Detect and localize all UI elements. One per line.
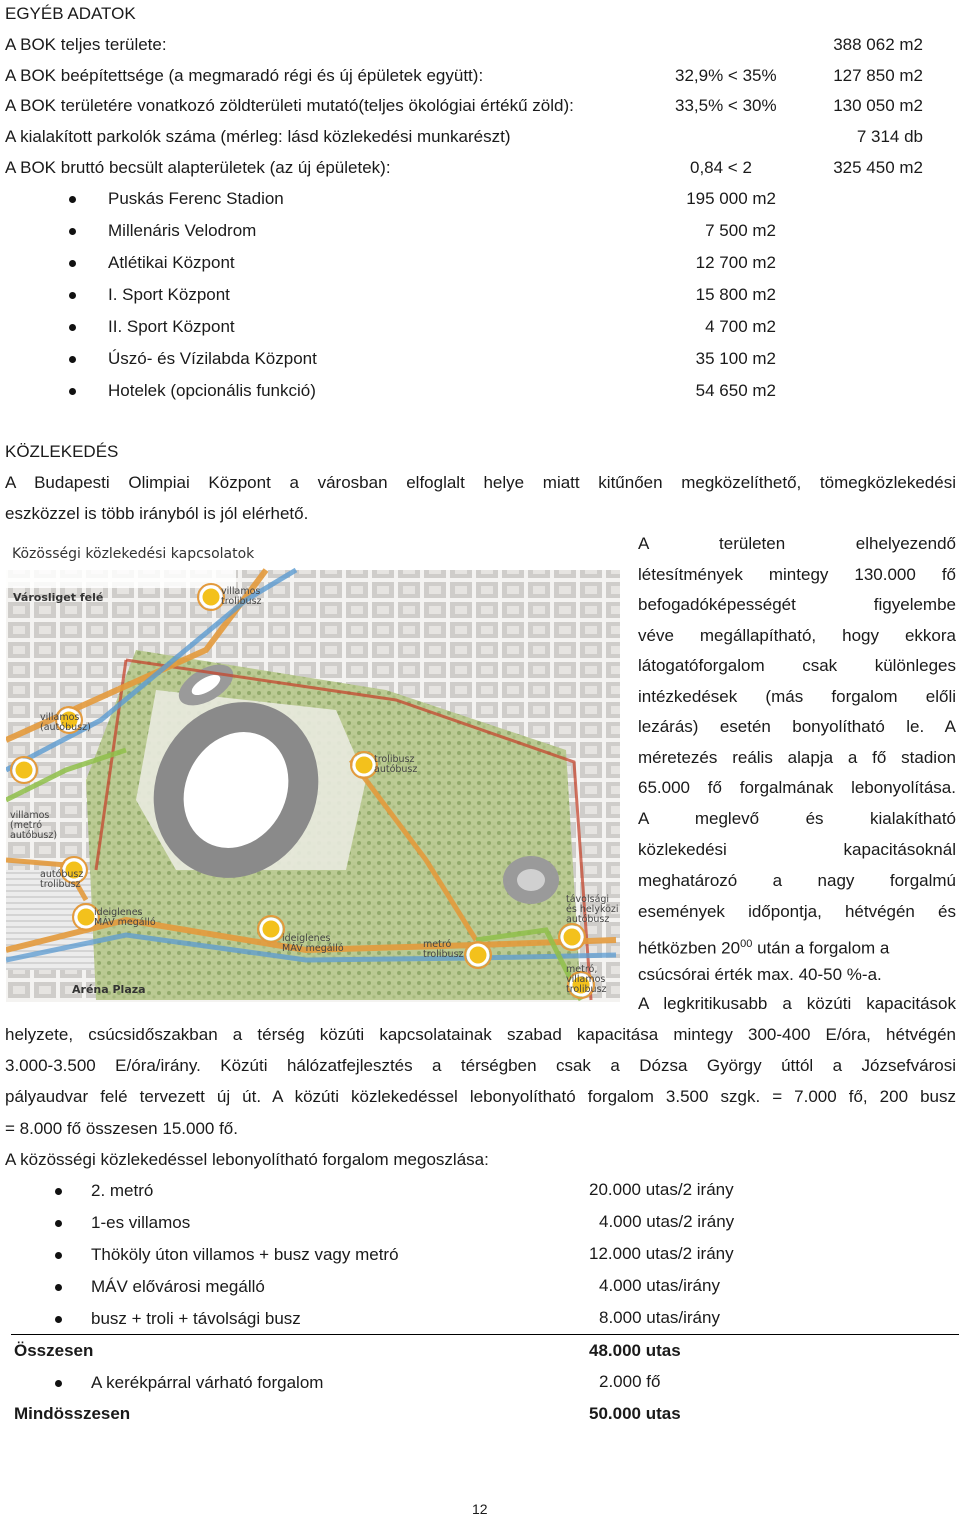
map-label: távolsági és helyközi autóbusz xyxy=(566,894,619,925)
text-fragment: után a forgalom a xyxy=(752,938,890,958)
list-item-value: 20.000 utas/2 irány xyxy=(589,1180,734,1199)
map-label: metró trolibusz xyxy=(423,939,464,960)
map-label-varosliget: Városliget felé xyxy=(13,591,104,604)
map-label: villamos (metró autóbusz) xyxy=(10,810,58,841)
text-line: meghatározó a nagy forgalmú xyxy=(638,871,956,890)
text-line: közlekedési kapacitásoknál xyxy=(638,840,956,859)
text-line: méretezés reális alapja a fő stadion xyxy=(638,748,956,767)
map-label: ideiglenes MÁV megálló xyxy=(282,933,344,954)
list-item-area: 15 800 m2 xyxy=(695,285,776,304)
list-item: Puskás Ferenc Stadion xyxy=(108,189,284,208)
row-ratio: 0,84 < 2 xyxy=(690,158,752,177)
list-item-area: 35 100 m2 xyxy=(695,349,776,368)
list-item: 2. metró xyxy=(91,1181,154,1200)
text-line: látogatóforgalom csak különleges xyxy=(638,656,956,675)
bullet-icon xyxy=(69,356,76,363)
bullet-icon xyxy=(69,196,76,203)
list-item-area: 195 000 m2 xyxy=(686,189,776,208)
row-label: A kialakított parkolók száma (mérleg: lásd közlekedési munkarészt) xyxy=(5,127,511,146)
text-line: események időpontja, hétvégén és xyxy=(638,902,956,921)
list-item-area: 7 500 m2 xyxy=(705,221,776,240)
map-label: villamos (autóbusz) xyxy=(40,712,91,733)
total-label: Összesen xyxy=(14,1341,94,1360)
bullet-icon xyxy=(69,260,76,267)
text-fragment: hétközben 20 xyxy=(638,938,741,958)
text-line: = 8.000 fő összesen 15.000 fő. xyxy=(5,1119,238,1138)
map-label: trolibusz autóbusz xyxy=(374,754,418,775)
grand-total-label: Mindösszesen xyxy=(14,1404,131,1423)
text-line: létesítmények mintegy 130.000 fő xyxy=(638,565,956,584)
list-item: I. Sport Központ xyxy=(108,285,230,304)
text-line: A legkritikusabb a közúti kapacitások xyxy=(638,994,956,1013)
row-label: A BOK bruttó becsült alapterületek (az új épületek): xyxy=(5,158,391,177)
list-item-area: 54 650 m2 xyxy=(695,381,776,400)
row-value: 388 062 m2 xyxy=(833,35,923,54)
row-label: A BOK területére vonatkozó zöldterületi mutató(teljes ökológiai értékű zöld): xyxy=(5,96,574,115)
text-line: csúcsórai érték max. 40-50 %-a. xyxy=(638,965,882,984)
list-item: Hotelek (opcionális funkció) xyxy=(108,381,316,400)
list-item-value: 4.000 utas/2 irány xyxy=(599,1212,735,1231)
text-line xyxy=(638,934,889,959)
bullet-icon xyxy=(69,292,76,299)
row-value: 325 450 m2 xyxy=(833,158,923,177)
bullet-icon xyxy=(55,1316,62,1323)
list-item: busz + troli + távolsági busz xyxy=(91,1309,301,1328)
list-item: Atlétikai Központ xyxy=(108,253,235,272)
map-label: villamos trolibusz xyxy=(221,586,262,607)
transit-map-figure xyxy=(6,540,620,1002)
list-item-value: 12.000 utas/2 irány xyxy=(589,1244,734,1263)
bullet-icon xyxy=(69,228,76,235)
row-value: 130 050 m2 xyxy=(833,96,923,115)
intro-line: A Budapesti Olimpiai Központ a városban elfoglalt helye miatt kitűnően megközelíthető, tömegközlekedési xyxy=(5,473,956,492)
list-item: II. Sport Központ xyxy=(108,317,235,336)
list-item: Thököly úton villamos + busz vagy metró xyxy=(91,1245,399,1264)
list-item-area: 12 700 m2 xyxy=(695,253,776,272)
bike-label: A kerékpárral várható forgalom xyxy=(91,1373,324,1392)
text-line: befogadóképességét figyelembe xyxy=(638,595,956,614)
map-title: Közösségi közlekedési kapcsolatok xyxy=(12,546,255,562)
text-line: 3.000-3.500 E/óra/irány. Közúti hálózatfejlesztés a térségben csak a Dózsa György úttól a Józsefvárosi xyxy=(5,1056,956,1075)
row-label: A BOK teljes területe: xyxy=(5,35,167,54)
bullet-icon xyxy=(55,1284,62,1291)
bike-value: 2.000 fő xyxy=(599,1372,661,1391)
text-line: helyzete, csúcsidőszakban a térség közúti kapcsolatainak szabad kapacitása mintegy 300-400 E/óra, hétvégén xyxy=(5,1025,956,1044)
bullet-icon xyxy=(55,1252,62,1259)
list-item: Úszó- és Vízilabda Központ xyxy=(108,349,317,368)
divider xyxy=(11,1334,959,1335)
text-line: pályaudvar felé tervezett új út. A közúti közlekedéssel lebonyolítható forgalom 3.500 szgk. = 7.000 fő, 200 busz xyxy=(5,1087,956,1106)
row-ratio: 32,9% < 35% xyxy=(675,66,777,85)
list-item: 1-es villamos xyxy=(91,1213,191,1232)
map-label-arena: Aréna Plaza xyxy=(72,983,146,996)
row-value: 7 314 db xyxy=(856,127,923,146)
text-line: 65.000 fő forgalmának lebonyolítása. xyxy=(638,778,956,797)
total-value: 48.000 utas xyxy=(589,1341,681,1360)
bullet-icon xyxy=(55,1220,62,1227)
bullet-icon xyxy=(69,324,76,331)
text-line: A területen elhelyezendő xyxy=(638,534,956,553)
list-item: Millenáris Velodrom xyxy=(108,221,257,240)
list-item-value: 4.000 utas/irány xyxy=(599,1276,720,1295)
intro-line: eszközzel is több irányból is jól elérhető. xyxy=(5,504,309,523)
map-label: autóbusz trolibusz xyxy=(40,869,84,890)
map-label: metró, villamos trolibusz xyxy=(566,964,607,995)
row-value: 127 850 m2 xyxy=(833,66,923,85)
bullet-icon xyxy=(55,1188,62,1195)
text-line: A meglevő és kialakítható xyxy=(638,809,956,828)
section-heading-egyeb: EGYÉB ADATOK xyxy=(5,4,136,23)
page-number: 12 xyxy=(472,1501,488,1517)
list-item-area: 4 700 m2 xyxy=(705,317,776,336)
grand-total-value: 50.000 utas xyxy=(589,1404,681,1423)
superscript: 00 xyxy=(740,938,753,950)
row-label: A BOK beépítettsége (a megmaradó régi és új épületek együtt): xyxy=(5,66,484,85)
section-heading-kozlekedes: KÖZLEKEDÉS xyxy=(5,442,119,461)
list-item: MÁV elővárosi megálló xyxy=(91,1277,265,1296)
row-ratio: 33,5% < 30% xyxy=(675,96,777,115)
bullet-icon xyxy=(55,1380,62,1387)
list-item-value: 8.000 utas/irány xyxy=(599,1308,720,1327)
split-heading: A közösségi közlekedéssel lebonyolítható forgalom megoszlása: xyxy=(5,1150,489,1169)
bullet-icon xyxy=(69,388,76,395)
map-label: ideiglenes MÁV megálló xyxy=(94,907,156,928)
text-line: véve megállapítható, hogy ekkora xyxy=(638,626,956,645)
text-line: intézkedések (más forgalom előli xyxy=(638,687,956,706)
text-line: lezárás) esetén bonyolítható le. A xyxy=(638,717,956,736)
